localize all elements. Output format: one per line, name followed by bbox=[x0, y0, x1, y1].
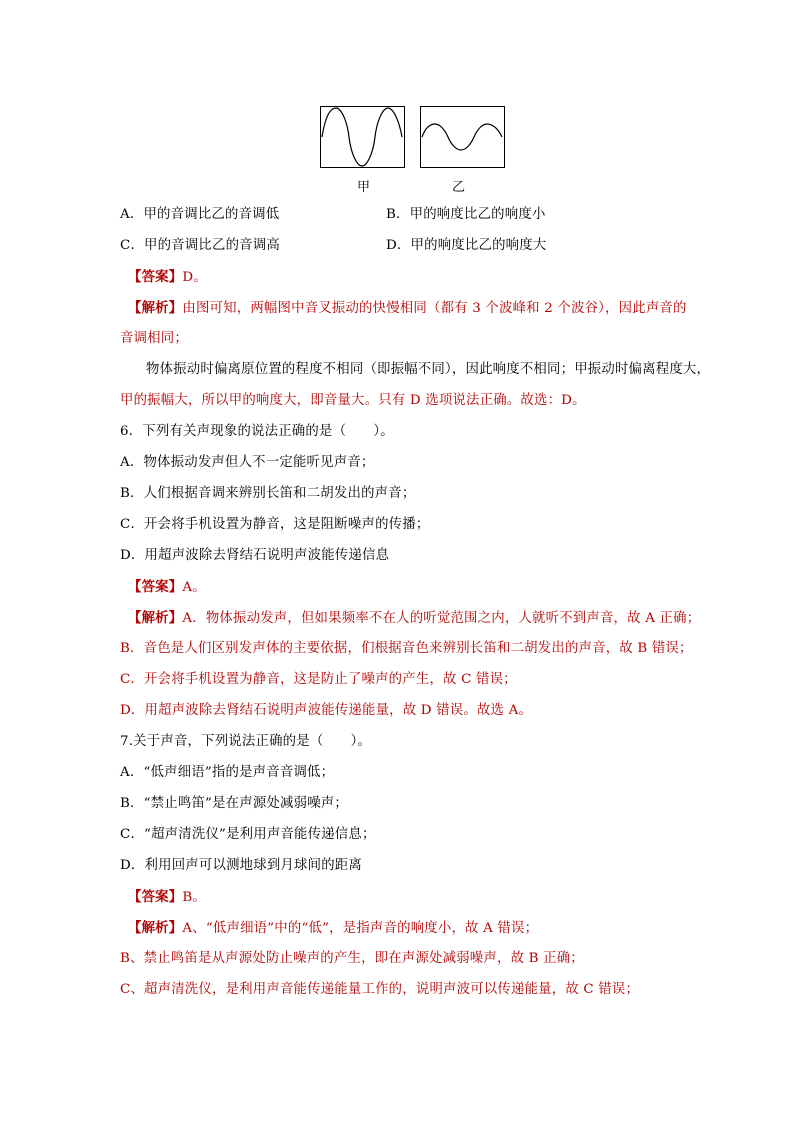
q5-option-a: A．甲的音调比乙的音调低 bbox=[120, 207, 280, 222]
q5-analysis-text1: 由图可知，两幅图中音叉振动的快慢相同（都有 3 个波峰和 2 个波谷），因此声音的 bbox=[182, 301, 687, 316]
q7-answer-value: B。 bbox=[182, 890, 207, 905]
q5-option-c: C．甲的音调比乙的音调高 bbox=[120, 238, 280, 253]
q5-analysis-line1 bbox=[128, 299, 687, 318]
q5-analysis-tag: 【解析】 bbox=[128, 300, 183, 316]
q5-option-d-wrap bbox=[386, 237, 546, 255]
q5-analysis-line4: 甲的振幅大，所以甲的响度大，即音量大。只有 D 选项说法正确。故选：D。 bbox=[120, 393, 586, 408]
waveform-yi-frame bbox=[421, 107, 505, 168]
waveform-jia-curve bbox=[322, 108, 402, 166]
q5-option-b: B．甲的响度比乙的响度小 bbox=[386, 207, 546, 222]
q6-option-b: B．人们根据音调来辨别长笛和二胡发出的声音； bbox=[120, 486, 416, 501]
q6-answer bbox=[128, 578, 206, 597]
q5-options-row2 bbox=[120, 237, 280, 255]
waveform-jia-frame bbox=[321, 107, 405, 168]
q6-answer-value: A。 bbox=[182, 580, 206, 595]
q7-analysis-line3: C、超声清洗仪，是利用声音能传递能量工作的，说明声波可以传递能量，故 C 错误； bbox=[120, 982, 640, 997]
q7-option-d: D．利用回声可以测地球到月球间的距离 bbox=[120, 858, 362, 873]
q6-analysis-line3: C．开会将手机设置为静音，这是防止了噪声的产生，故 C 错误； bbox=[120, 672, 517, 687]
q6-answer-tag: 【答案】 bbox=[128, 579, 183, 595]
q5-answer-value: D。 bbox=[182, 270, 207, 285]
q7-answer bbox=[128, 888, 206, 907]
q7-analysis-line2: B、禁止鸣笛是从声源处防止噪声的产生，即在声源处减弱噪声，故 B 正确； bbox=[120, 951, 584, 966]
q7-analysis-tag: 【解析】 bbox=[128, 920, 183, 936]
q6-analysis-line4: D．用超声波除去肾结石说明声波能传递能量，故 D 错误。故选 A。 bbox=[120, 703, 533, 718]
q6-analysis-text1: A．物体振动发声，但如果频率不在人的听觉范围之内，人就听不到声音，故 A 正确； bbox=[182, 611, 701, 626]
q7-analysis-line1 bbox=[128, 919, 538, 938]
waveform-yi bbox=[420, 106, 505, 168]
q6-option-d: D．用超声波除去肾结石说明声波能传递信息 bbox=[120, 548, 390, 563]
q7-option-b: B．“禁止鸣笛”是在声源处减弱噪声； bbox=[120, 796, 348, 811]
q5-option-b-wrap bbox=[386, 206, 546, 224]
q5-analysis-line3: 物体振动时偏离原位置的程度不相同（即振幅不同），因此响度不相同；甲振动时偏离程度大， bbox=[146, 362, 711, 377]
label-jia: 甲 bbox=[357, 180, 371, 195]
q6-analysis-tag: 【解析】 bbox=[128, 610, 183, 626]
waveform-jia bbox=[320, 106, 405, 168]
waveform-jia-box bbox=[320, 106, 405, 168]
waveform-figure bbox=[320, 106, 506, 198]
q7-option-c: C．“超声清洗仪”是利用声音能传递信息； bbox=[120, 827, 376, 842]
q6-analysis-line2: B．音色是人们区别发声体的主要依据，们根据音色来辨别长笛和二胡发出的声音，故 B 错误； bbox=[120, 641, 693, 656]
q5-options-row1 bbox=[120, 206, 279, 224]
q5-answer-tag: 【答案】 bbox=[128, 269, 183, 285]
q6-analysis-line1 bbox=[128, 609, 700, 628]
waveform-yi-box bbox=[420, 106, 505, 168]
q6-option-a: A．物体振动发声但人不一定能听见声音； bbox=[120, 455, 375, 470]
waveform-yi-curve bbox=[422, 124, 502, 150]
q7-stem: 7.关于声音，下列说法正确的是（ ）。 bbox=[120, 734, 372, 749]
q6-option-c: C．开会将手机设置为静音，这是阻断噪声的传播； bbox=[120, 517, 430, 532]
q7-option-a: A．“低声细语”指的是声音音调低； bbox=[120, 765, 335, 780]
q7-answer-tag: 【答案】 bbox=[128, 889, 183, 905]
q7-analysis-text1: A、“低声细语”中的“低”，是指声音的响度小，故 A 错误； bbox=[182, 921, 539, 936]
q5-option-d: D．甲的响度比乙的响度大 bbox=[386, 238, 547, 253]
label-yi: 乙 bbox=[452, 180, 466, 195]
q5-answer bbox=[128, 268, 207, 287]
q5-analysis-line2: 音调相同； bbox=[120, 331, 188, 346]
q6-stem: 6．下列有关声现象的说法正确的是（ ）。 bbox=[120, 424, 394, 439]
